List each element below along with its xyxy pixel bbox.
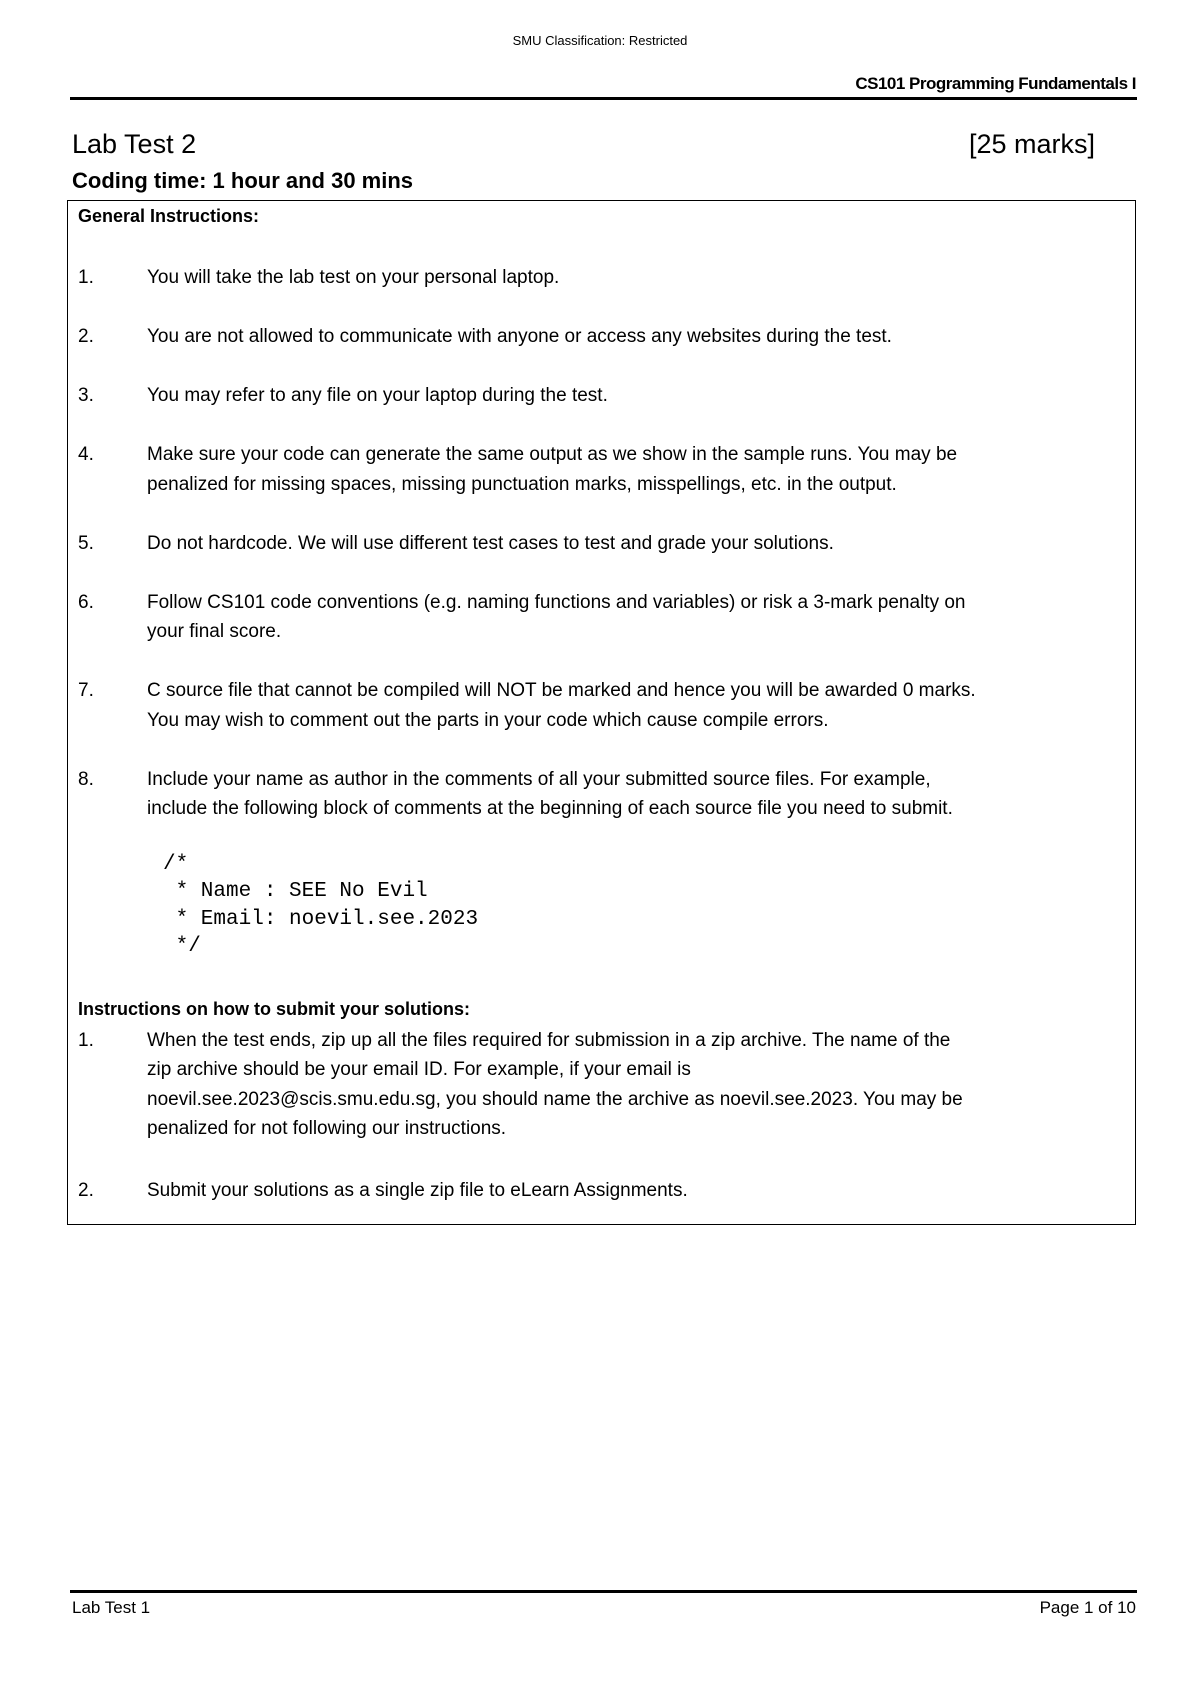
item-text (147, 676, 1125, 735)
item-text (147, 1176, 1125, 1206)
list-item (78, 1176, 1125, 1206)
code-line: * Email: noevil.see.2023 (163, 907, 479, 931)
instructions-box (67, 200, 1136, 1225)
item-number: 2. (78, 1179, 94, 1201)
item-line: Make sure your code can generate the same output as we show in the sample runs. You may be (147, 444, 958, 465)
item-line: penalized for missing spaces, missing punctuation marks, misspellings, etc. in the output. (147, 473, 897, 495)
item-line: include the following block of comments at the beginning of each source file you need to submit. (147, 798, 953, 819)
item-line: Include your name as author in the comments of all your submitted source files. For example, (147, 768, 931, 790)
list-item (78, 263, 1125, 293)
item-text (147, 322, 1125, 352)
item-line: You will take the lab test on your personal laptop. (147, 267, 560, 288)
item-number: 2. (78, 326, 94, 347)
item-line: your final score. (147, 621, 282, 642)
list-item (78, 765, 1125, 824)
list-item (78, 322, 1125, 352)
submit-instructions-heading: Instructions on how to submit your solutions: (78, 998, 470, 1019)
item-line: You are not allowed to communicate with anyone or access any websites during the test. (147, 326, 892, 347)
item-text (147, 529, 1125, 559)
classification-label: SMU Classification: Restricted (512, 33, 688, 48)
page-title: Lab Test 2 (72, 129, 197, 159)
item-number: 4. (78, 444, 94, 465)
author-comment-code-block (163, 851, 1125, 961)
coding-time: Coding time: 1 hour and 30 mins (72, 168, 414, 193)
item-text (147, 588, 1125, 647)
item-line: When the test ends, zip up all the files required for submission in a zip archive. The name of the (147, 1029, 951, 1051)
item-text (147, 765, 1125, 824)
item-line: Submit your solutions as a single zip file to eLearn Assignments. (147, 1179, 688, 1201)
item-line: You may wish to comment out the parts in your code which cause compile errors. (147, 709, 829, 731)
submit-instructions-list (78, 1026, 1125, 1206)
footer-left: Lab Test 1 (72, 1598, 151, 1617)
list-item (78, 529, 1125, 559)
item-line: Follow CS101 code conventions (e.g. naming functions and variables) or risk a 3-mark penalty on (147, 591, 966, 613)
item-text (147, 381, 1125, 411)
total-marks: [25 marks] (968, 129, 1095, 159)
code-line: */ (163, 935, 201, 958)
list-item (78, 381, 1125, 411)
item-text (147, 1026, 1125, 1144)
list-item (78, 1026, 1125, 1144)
item-line: Do not hardcode. We will use different test cases to test and grade your solutions. (147, 532, 834, 554)
header-rule (70, 97, 1137, 100)
item-number: 7. (78, 680, 94, 701)
item-number: 8. (78, 768, 94, 790)
item-number: 6. (78, 591, 94, 613)
item-line: You may refer to any file on your laptop during the test. (147, 385, 608, 406)
page-number: Page 1 of 10 (1039, 1598, 1136, 1617)
item-text (147, 440, 1125, 499)
course-header: CS101 Programming Fundamentals I (855, 74, 1136, 93)
item-number: 1. (78, 267, 94, 288)
code-line: * Name : SEE No Evil (163, 880, 428, 903)
item-line: C source file that cannot be compiled will NOT be marked and hence you will be awarded 0 marks. (147, 680, 976, 701)
general-instructions-heading: General Instructions: (78, 206, 260, 226)
item-number: 1. (78, 1029, 94, 1051)
general-instructions-list (78, 263, 1125, 824)
list-item (78, 676, 1125, 735)
footer-rule (70, 1590, 1137, 1593)
item-line: penalized for not following our instructions. (147, 1118, 507, 1139)
item-number: 5. (78, 532, 94, 554)
item-line: zip archive should be your email ID. For example, if your email is (147, 1059, 691, 1080)
item-line: noevil.see.2023@scis.smu.edu.sg, you should name the archive as noevil.see.2023. You may be (147, 1088, 963, 1110)
list-item (78, 588, 1125, 647)
item-number: 3. (78, 385, 94, 406)
list-item (78, 440, 1125, 499)
item-text (147, 263, 1125, 293)
code-line: /* (163, 852, 189, 876)
